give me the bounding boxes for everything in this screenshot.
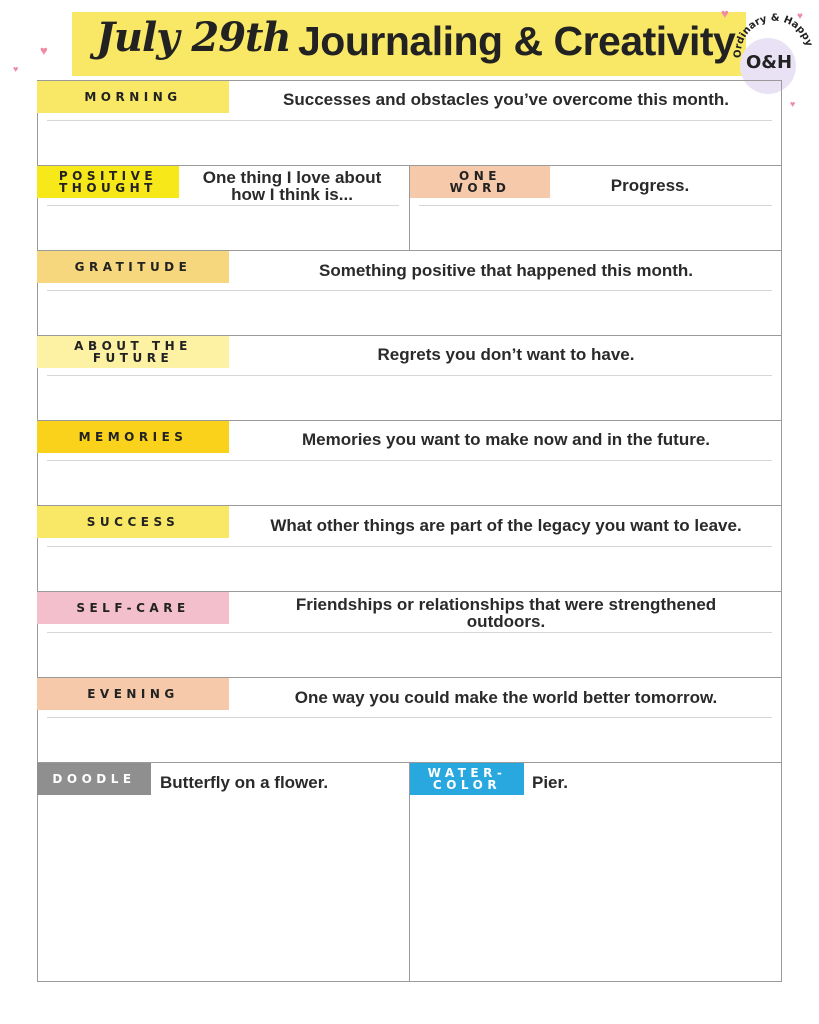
- memories-prompt: Memories you want to make now and in the future.: [301, 430, 711, 449]
- positive-thought-label-line2: THOUGHT: [59, 181, 157, 195]
- doodle-prompt: Butterfly on a flower.: [160, 773, 329, 792]
- watercolor-label-line2: COLOR: [432, 778, 502, 792]
- heart-icon: ♥: [13, 64, 19, 74]
- self-care-prompt: Friendships or relationships that were strengthened outdoors.: [295, 595, 717, 631]
- writing-line: [419, 205, 772, 206]
- self-care-label: SELF-CARE: [37, 592, 229, 624]
- logo-mark: O&H: [746, 52, 793, 73]
- success-prompt: What other things are part of the legacy you want to leave.: [270, 516, 742, 535]
- about-the-future-label-line2: FUTURE: [92, 351, 174, 365]
- heart-icon: ♥: [721, 6, 729, 21]
- writing-line: [47, 546, 772, 547]
- success-label: SUCCESS: [37, 506, 229, 538]
- writing-line: [47, 205, 399, 206]
- heart-icon: ♥: [797, 11, 803, 22]
- watercolor-area[interactable]: [410, 800, 781, 981]
- writing-line: [47, 375, 772, 376]
- about-the-future-prompt: Regrets you don’t want to have.: [377, 345, 635, 364]
- one-word-label: [410, 166, 550, 198]
- doodle-area[interactable]: [38, 800, 408, 981]
- writing-line: [47, 120, 772, 121]
- writing-line: [47, 290, 772, 291]
- about-the-future-label: [37, 336, 229, 368]
- one-word-label-line2: WORD: [449, 181, 511, 195]
- watercolor-label: [410, 763, 524, 795]
- morning-label: MORNING: [37, 81, 229, 113]
- svg-text:Ordinary & Happy: Ordinary & Happy: [732, 12, 815, 59]
- one-word-label-line1: ONE: [459, 169, 501, 183]
- memories-label: MEMORIES: [37, 421, 229, 453]
- positive-thought-prompt: One thing I love about how I think is...: [202, 168, 382, 204]
- one-word-prompt: Progress.: [610, 176, 690, 195]
- evening-label: EVENING: [37, 678, 229, 710]
- writing-line: [47, 717, 772, 718]
- writing-line: [47, 460, 772, 461]
- doodle-label: DOODLE: [37, 763, 151, 795]
- watercolor-prompt: Pier.: [532, 773, 568, 792]
- evening-prompt: One way you could make the world better tomorrow.: [294, 688, 718, 707]
- page-title: Journaling & Creativity: [298, 18, 736, 64]
- writing-line: [47, 632, 772, 633]
- about-the-future-label-line1: ABOUT THE: [74, 339, 192, 353]
- gratitude-label: GRATITUDE: [37, 251, 229, 283]
- morning-prompt: Successes and obstacles you’ve overcome this month.: [283, 90, 729, 109]
- positive-thought-label-line1: POSITIVE: [58, 169, 158, 183]
- positive-thought-label: [37, 166, 179, 198]
- heart-icon: ♥: [790, 99, 796, 109]
- page-date: July 29th: [96, 14, 291, 61]
- heart-icon: ♥: [40, 43, 48, 58]
- watercolor-label-line1: WATER-: [427, 766, 507, 780]
- gratitude-prompt: Something positive that happened this month.: [318, 261, 693, 280]
